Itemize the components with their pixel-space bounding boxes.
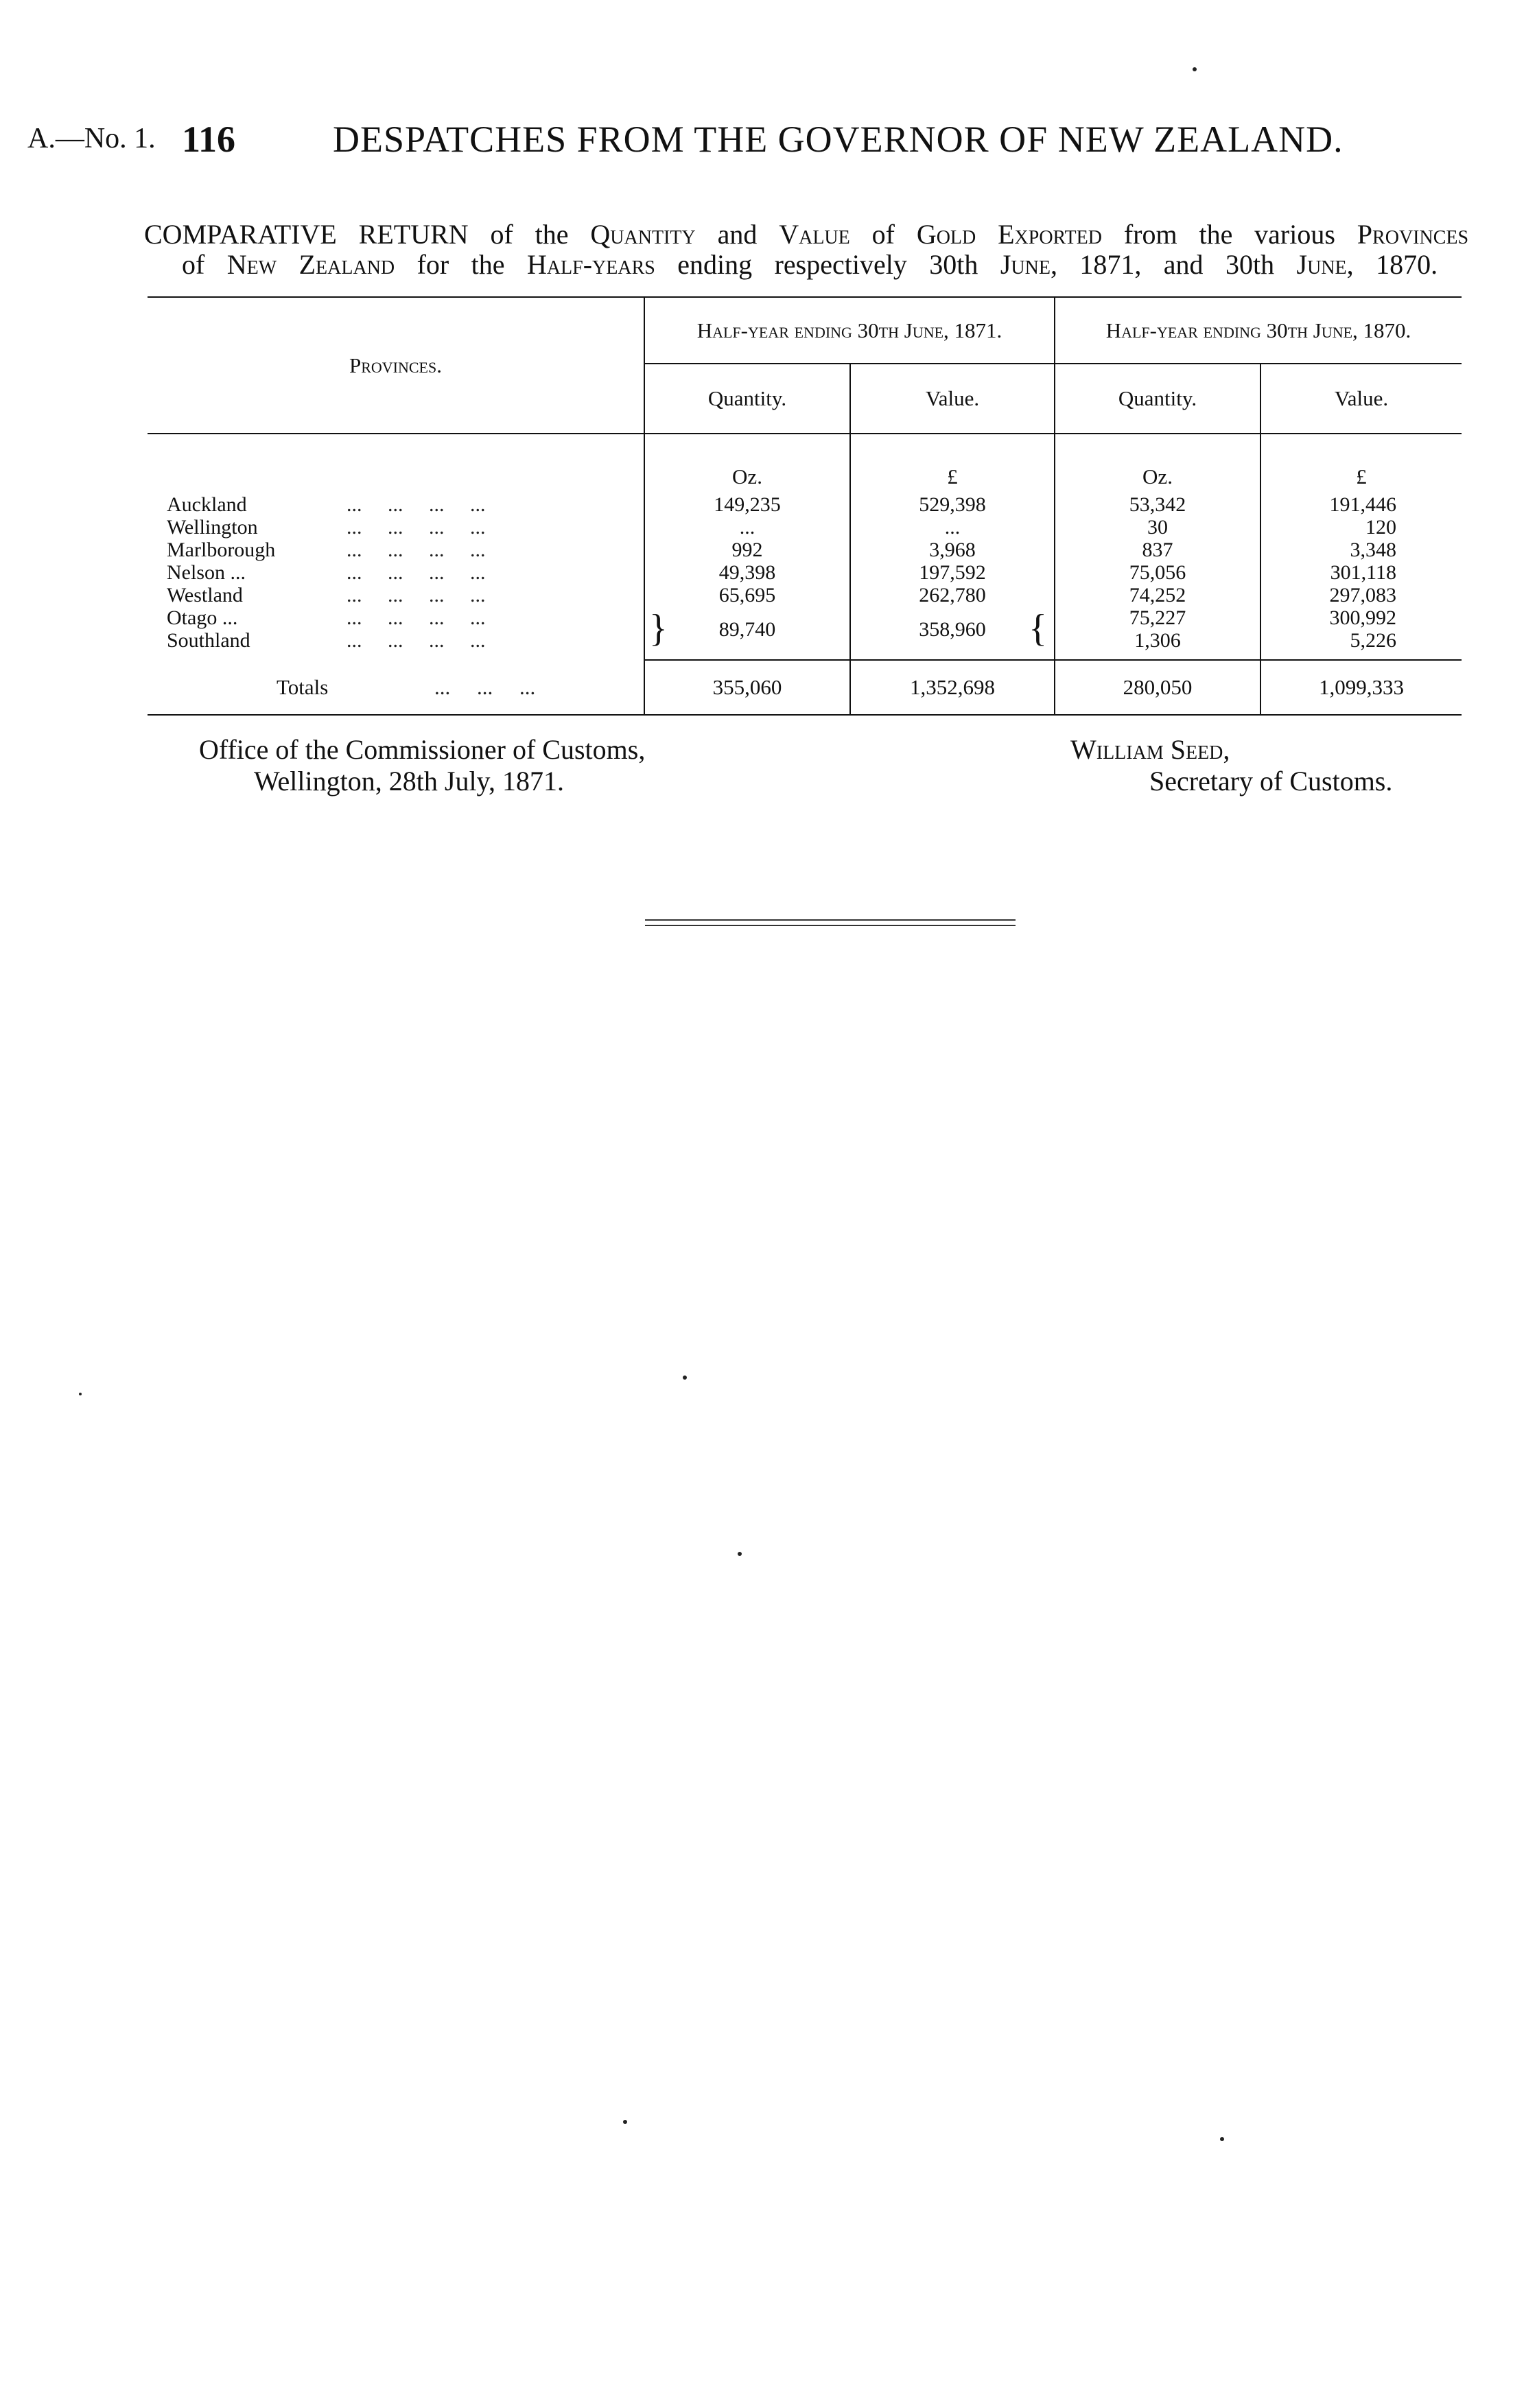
- table-row: [148, 539, 1462, 561]
- table-row: [148, 516, 1462, 539]
- value-1870: 5,226: [1260, 629, 1462, 652]
- signatory-title: Secretary of Customs.: [1149, 766, 1393, 796]
- value-1870: 120: [1260, 516, 1462, 539]
- col-quantity-1871: Quantity.: [644, 364, 850, 434]
- table-title: [144, 220, 1468, 280]
- quantity-1870: 75,227: [1055, 606, 1260, 629]
- quantity-1871: 65,695: [644, 584, 850, 606]
- col-value-1871: Value.: [850, 364, 1055, 434]
- leader-dots: ... ... ... ...: [347, 584, 486, 606]
- table-row: [148, 493, 1462, 516]
- totals-label: Totals: [277, 674, 329, 699]
- running-title: DESPATCHES FROM THE GOVERNOR OF NEW ZEALAND.: [333, 119, 1344, 160]
- value-1870: 300,992: [1260, 606, 1462, 629]
- province-name: Auckland: [167, 493, 247, 516]
- value-1870: 301,118: [1260, 561, 1462, 584]
- total-value-1871: 1,352,698: [850, 660, 1055, 715]
- unit-pound: £: [1260, 434, 1462, 493]
- table-row: [148, 606, 1462, 629]
- print-speck: [79, 1393, 82, 1395]
- total-value-1870: 1,099,333: [1260, 660, 1462, 715]
- print-speck: [1220, 2137, 1224, 2141]
- provinces-header: Provinces.: [349, 353, 442, 377]
- print-speck: [623, 2120, 627, 2124]
- total-quantity-1870: 280,050: [1055, 660, 1260, 715]
- leader-dots: ... ... ...: [434, 674, 536, 699]
- quantity-1871: 992: [644, 539, 850, 561]
- end-rule: [645, 919, 1016, 930]
- gold-export-table: [148, 296, 1462, 716]
- print-speck: [683, 1376, 687, 1380]
- unit-oz: Oz.: [644, 434, 850, 493]
- province-name: Westland: [167, 584, 243, 606]
- units-row: [148, 434, 1462, 493]
- leader-dots: ... ... ... ...: [347, 561, 486, 584]
- office-line-2: Wellington, 28th July, 1871.: [254, 766, 564, 796]
- group-header-1871: Half-year ending 30th June, 1871.: [644, 297, 1055, 364]
- document-reference: A.—No. 1.: [27, 123, 156, 154]
- quantity-1871: 149,235: [644, 493, 850, 516]
- leader-dots: ... ... ... ...: [347, 493, 486, 516]
- signatory-name: William Seed,: [1070, 734, 1230, 765]
- col-quantity-1870: Quantity.: [1055, 364, 1260, 434]
- province-name: Nelson ...: [167, 561, 246, 584]
- table-row: [148, 584, 1462, 606]
- quantity-1871: ...: [644, 516, 850, 539]
- quantity-1871: 49,398: [644, 561, 850, 584]
- value-1871: 529,398: [850, 493, 1055, 516]
- province-name: Otago ...: [167, 606, 238, 629]
- quantity-1870: 53,342: [1055, 493, 1260, 516]
- value-1871: 197,592: [850, 561, 1055, 584]
- divider: [645, 919, 1016, 921]
- unit-pound: £: [850, 434, 1055, 493]
- province-name: Southland: [167, 629, 250, 652]
- leader-dots: ... ... ... ...: [347, 629, 486, 652]
- value-1870: 191,446: [1260, 493, 1462, 516]
- province-name: Wellington: [167, 516, 258, 539]
- quantity-1870: 75,056: [1055, 561, 1260, 584]
- value-1871: ...: [850, 516, 1055, 539]
- leader-dots: ... ... ... ...: [347, 516, 486, 539]
- leader-dots: ... ... ... ...: [347, 606, 486, 629]
- quantity-1870: 837: [1055, 539, 1260, 561]
- value-1870: 297,083: [1260, 584, 1462, 606]
- left-brace-icon: {: [1029, 607, 1047, 650]
- quantity-1870: 30: [1055, 516, 1260, 539]
- page-header: [27, 118, 1503, 166]
- title-line-2: of New Zealand for the Half-years ending respectively 30th June, 1871, and 30th June, 1870.: [182, 249, 1438, 280]
- print-speck: [1193, 67, 1197, 71]
- value-1871: 3,968: [850, 539, 1055, 561]
- right-brace-icon: }: [649, 607, 668, 650]
- title-line-1: COMPARATIVE RETURN of the Quantity and Value of Gold Exported from the various Provinces: [144, 219, 1469, 250]
- value-1871: 262,780: [850, 584, 1055, 606]
- value-1871-otago-southland: 358,960 {: [850, 606, 1055, 652]
- value-1870: 3,348: [1260, 539, 1462, 561]
- unit-oz: Oz.: [1055, 434, 1260, 493]
- group-header-1870: Half-year ending 30th June, 1870.: [1055, 297, 1462, 364]
- province-name: Marlborough: [167, 539, 276, 561]
- print-speck: [738, 1552, 742, 1556]
- quantity-1870: 1,306: [1055, 629, 1260, 652]
- leader-dots: ... ... ... ...: [347, 539, 486, 561]
- table-row: [148, 561, 1462, 584]
- total-quantity-1871: 355,060: [644, 660, 850, 715]
- col-value-1870: Value.: [1260, 364, 1462, 434]
- totals-row: [148, 660, 1462, 715]
- page-number: 116: [182, 119, 236, 160]
- divider: [645, 925, 1016, 926]
- office-line-1: Office of the Commissioner of Customs,: [199, 734, 646, 765]
- quantity-1870: 74,252: [1055, 584, 1260, 606]
- quantity-1871-otago-southland: } 89,740: [644, 606, 850, 652]
